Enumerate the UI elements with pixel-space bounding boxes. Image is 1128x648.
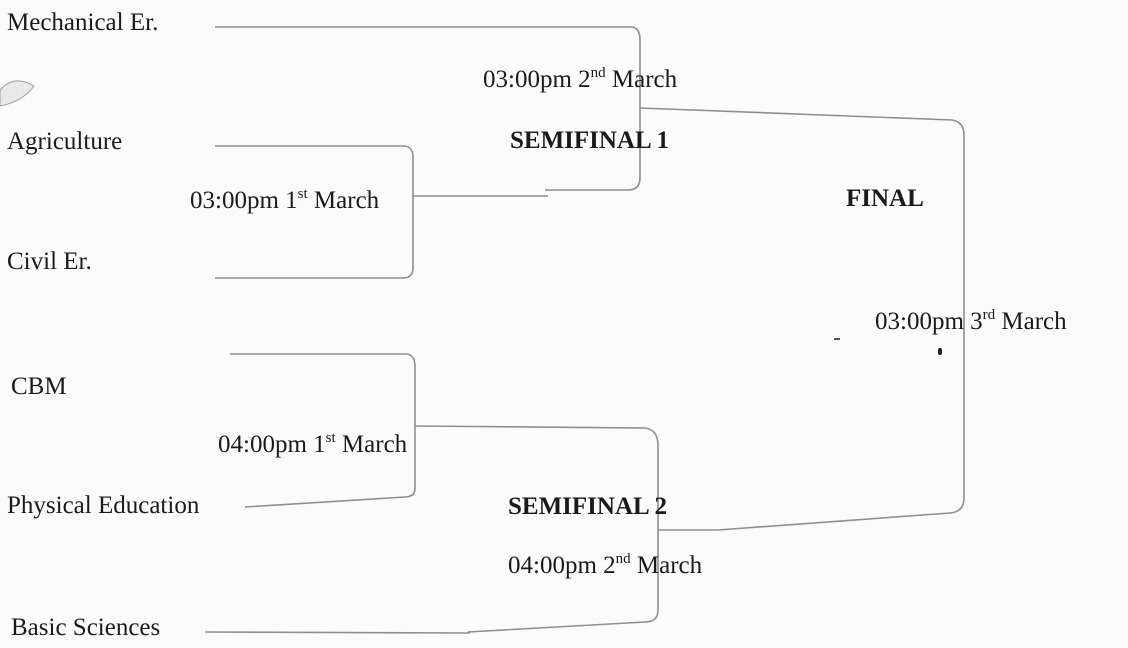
team-cbm: CBM [11, 373, 67, 400]
ink-dot [834, 338, 840, 340]
match-time-sf2: 04:00pm 2nd March [508, 551, 703, 579]
bracket-line-mechanical [215, 27, 640, 190]
team-physical-education: Physical Education [7, 492, 200, 519]
match-time-final: 03:00pm 3rd March [875, 307, 1067, 335]
team-agriculture: Agriculture [7, 128, 123, 155]
stage-label-final: FINAL [846, 185, 924, 212]
match-time-qf1: 03:00pm 1st March [190, 186, 380, 214]
team-mechanical-er: Mechanical Er. [7, 9, 159, 36]
bracket-line-qf2-to-sf2 [415, 426, 658, 632]
team-basic-sciences: Basic Sciences [11, 614, 161, 641]
stage-label-semifinal-1: SEMIFINAL 1 [510, 127, 670, 154]
ink-dot [938, 348, 942, 355]
bracket-line-basic-sciences [205, 632, 470, 633]
team-civil-er: Civil Er. [7, 248, 92, 275]
match-time-qf2: 04:00pm 1st March [218, 430, 408, 458]
stage-label-semifinal-2: SEMIFINAL 2 [508, 493, 668, 520]
scan-artifact [0, 76, 40, 116]
match-time-sf1: 03:00pm 2nd March [483, 65, 678, 93]
